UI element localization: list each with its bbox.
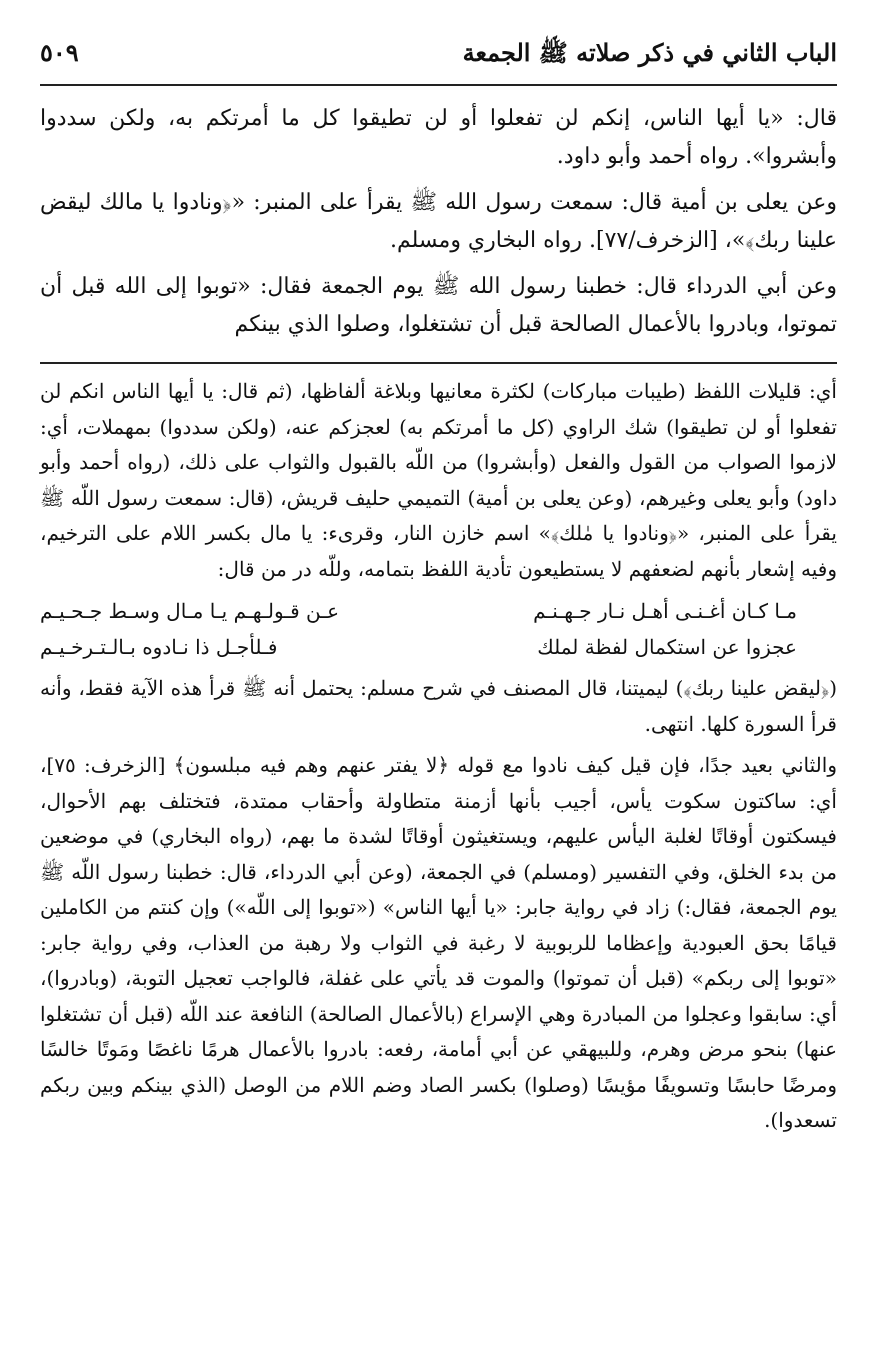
main-paragraph: وعن يعلى بن أمية قال: سمعت رسول الله ﷺ يقرأ على المنبر: «﴿ونادوا يا مالك ليقض علينا ربك﴾»، [الزخرف/٧٧]. رواه البخاري ومسلم. (40, 190, 837, 253)
commentary-paragraph: (﴿ليقض علينا ربك﴾) ليميتنا، قال المصنف في شرح مسلم: يحتمل أنه ﷺ قرأ هذه الآية فقط، وأنه قرأ السورة كلها. انتهى. (40, 676, 837, 736)
verse-first-hemistich: مـا كـان أغـنـى أهـل نـار جـهـنـم (533, 599, 797, 623)
main-paragraph: قال: «يا أيها الناس، إنكم لن تفعلوا أو لن تطيقوا كل ما أمرتكم به، ولكن سددوا وأبشروا». رواه أحمد وأبو داود. (40, 106, 837, 169)
commentary-paragraph: أي: قليلات اللفظ (طيبات مباركات) لكثرة معانيها وبلاغة ألفاظها، (ثم قال: يا أيها الناس انكم لن تفعلوا أو لن تطيقوا) شك الراوي (كل ما أمرتكم به) لعجزكم عنه، (ولكن سددوا) بمهملات، أي: لازموا الصواب من القول والفعل (وأبشروا) من اللّه بالقبول والثواب على ذلك، (رواه أحمد وأبو داود) وأبو يعلى وغيرهم، (وعن يعلى بن أمية) التميمي حليف قريش، (قال: سمعت رسول اللّه ﷺ يقرأ على المنبر، «﴿ونادوا يا مٰلك﴾» اسم خازن النار، وقرىء: يا مال بكسر اللام على الترخيم، وفيه إشعار بأنهم لضعفهم لا يستطيعون تأدية اللفظ بتمامه، وللّه در من قال: (40, 379, 837, 581)
commentary (40, 374, 837, 1139)
page-header (40, 38, 837, 86)
poem-verse (40, 629, 797, 665)
verse-first-hemistich: عجزوا عن استكمال لفظة لملك (537, 635, 797, 659)
page-number: ٥٠٩ (40, 38, 79, 67)
poem-verse (40, 593, 797, 629)
commentary-paragraph: والثاني بعيد جدًا، فإن قيل كيف نادوا مع قوله ﴿لا يفتر عنهم وهم فيه مبلسون﴾ [الزخرف: ٧٥]، أي: ساكتون سكوت يأس، أجيب بأنها أزمنة متطاولة وأحقاب ممتدة، فتختلف بهم الأحوال، فيسكتون أوقاتًا لغلبة اليأس عليهم، ويستغيثون أوقاتًا لشدة ما بهم، (رواه البخاري) في موضعين من بدء الخلق، وفي التفسير (ومسلم) في الجمعة، (وعن أبي الدرداء، قال: خطبنا رسول اللّه ﷺ يوم الجمعة، فقال:) زاد في رواية جابر: «يا أيها الناس» («توبوا إلى اللّه») وإن كنتم من الكاملين قيامًا بحق العبودية وإعظاما للربوبية لا رغبة في الثواب ولا رهبة من العذاب، وفي رواية جابر: «توبوا إلى ربكم» (قبل أن تموتوا) والموت قد يأتي على غفلة، فالواجب تعجيل التوبة، (وبادروا)، أي: سابقوا وعجلوا من المبادرة وهي الإسراع (بالأعمال الصالحة) النافعة عند اللّه (قبل أن تشتغلوا عنها) بنحو مرض وهرم، وللبيهقي عن أبي أمامة، رفعه: بادروا بالأعمال هرمًا ناغصًا ومَوتًا خالسًا ومرضًا حابسًا وتسويفًا مؤيسًا (وصلوا) بكسر الصاد وضم اللام من الوصل (الذي بينكم وبين ربكم تسعدوا). (39, 753, 837, 1132)
hadith-text (40, 100, 837, 344)
poem (40, 593, 837, 665)
main-paragraph: وعن أبي الدرداء قال: خطبنا رسول الله ﷺ يوم الجمعة فقال: «توبوا إلى الله قبل أن تموتوا، وبادروا بالأعمال الصالحة قبل أن تشتغلوا، وصلوا الذي بينكم (40, 274, 837, 337)
verse-second-hemistich: عـن قـولـهـم يـا مـال وسـط جـحـيـم (40, 599, 340, 623)
footnote-divider (40, 362, 837, 364)
chapter-title: الباب الثاني في ذكر صلاته ﷺ الجمعة (462, 38, 837, 67)
verse-second-hemistich: فـلأجـل ذا نـادوه بـالـتـرخـيـم (40, 635, 278, 659)
